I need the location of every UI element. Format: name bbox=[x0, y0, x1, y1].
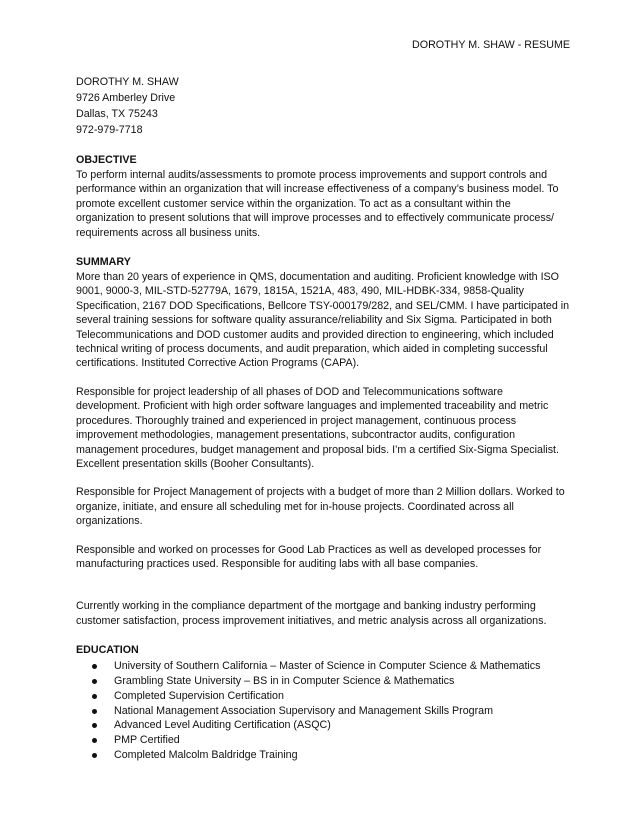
bullet-icon bbox=[92, 709, 97, 714]
summary-paragraph: Responsible for Project Management of projects with a budget of more than 2 Million dollars. Worked to organize, initiate, and ensure all scheduling met for in-house projects. Coordinated across all organizations. bbox=[76, 486, 565, 528]
summary-paragraph: Currently working in the compliance department of the mortgage and banking industry performing customer satisfaction, process improvement initiatives, and metric analysis across all organizations. bbox=[76, 600, 547, 627]
bullet-icon bbox=[92, 753, 97, 758]
bullet-icon bbox=[92, 679, 97, 684]
running-header: DOROTHY M. SHAW - RESUME bbox=[412, 39, 570, 51]
education-item-text: Completed Supervision Certification bbox=[114, 689, 284, 702]
contact-phone: 972-979-7718 bbox=[76, 124, 143, 136]
education-item bbox=[76, 733, 570, 748]
education-item-text: University of Southern California – Master of Science in Computer Science & Mathematics bbox=[114, 660, 541, 673]
education-item bbox=[76, 704, 570, 719]
contact-street: 9726 Amberley Drive bbox=[76, 92, 176, 104]
education-item-text: Grambling State University – BS in in Computer Science & Mathematics bbox=[114, 674, 455, 687]
bullet-icon bbox=[92, 723, 97, 728]
summary-paragraph: More than 20 years of experience in QMS, documentation and auditing. Proficient knowledge with ISO 9001, 9000-3, MIL-STD-52779A, 1679, 1815A, 1521A, 483, 490, MIL-HDBK-334, 9858-Quality Specification, 2167 DOD Specifications, Bellcore TSY-000179/282, and SEL/CMM. I have participated in several training sessions for software quality assurance/reliability and Six Sigma. Participated in both Telecommunications and DOD customer audits and provided direction to engineering, which included technical writing of process documents, and audit preparation, which aided in completing successful certifications. Instituted Corrective Action Programs (CAPA). bbox=[76, 271, 570, 370]
education-item-text: National Management Association Supervisory and Management Skills Program bbox=[114, 704, 494, 717]
summary-heading: SUMMARY bbox=[76, 256, 131, 269]
education-item bbox=[76, 674, 570, 689]
summary-paragraph: Responsible for project leadership of all phases of DOD and Telecommunications software development. Proficient with high order software languages and implemented traceability and metric procedures. Thoroughly trained and experienced in project management, continuous process improvement methodologies, management presentations, subcontractor audits, configuration management procedures, budget management and proposal bids. I’m a certified Six-Sigma Specialist. Excellent presentation skills (Booher Consultants). bbox=[76, 385, 559, 470]
education-item bbox=[76, 689, 570, 704]
education-item bbox=[76, 718, 570, 733]
contact-block bbox=[76, 74, 570, 138]
education-item-text: PMP Certified bbox=[114, 734, 180, 747]
summary-paragraph: Responsible and worked on processes for Good Lab Practices as well as developed processes for manufacturing practices used. Responsible for auditing labs with all base companies. bbox=[76, 543, 542, 570]
contact-name: DOROTHY M. SHAW bbox=[76, 76, 179, 88]
objective-heading: OBJECTIVE bbox=[76, 154, 137, 166]
objective-text: To perform internal audits/assessments to promote process improvements and support controls and performance within an organization that will increase effectiveness of a company’s business model. To promote excellent customer service within the organization. To act as a consultant within the organization to present solutions that will improve processes and to effectively communicate process/ requirements across all business units. bbox=[76, 169, 559, 239]
education-heading: EDUCATION bbox=[76, 644, 139, 657]
bullet-icon bbox=[92, 664, 97, 669]
education-item bbox=[76, 659, 570, 674]
contact-city: Dallas, TX 75243 bbox=[76, 108, 158, 120]
education-item-text: Completed Malcolm Baldridge Training bbox=[114, 748, 298, 761]
bullet-icon bbox=[92, 694, 97, 699]
bullet-icon bbox=[92, 738, 97, 743]
education-item-text: Advanced Level Auditing Certification (ASQC) bbox=[114, 719, 331, 732]
education-list bbox=[76, 659, 570, 763]
education-item bbox=[76, 748, 570, 763]
